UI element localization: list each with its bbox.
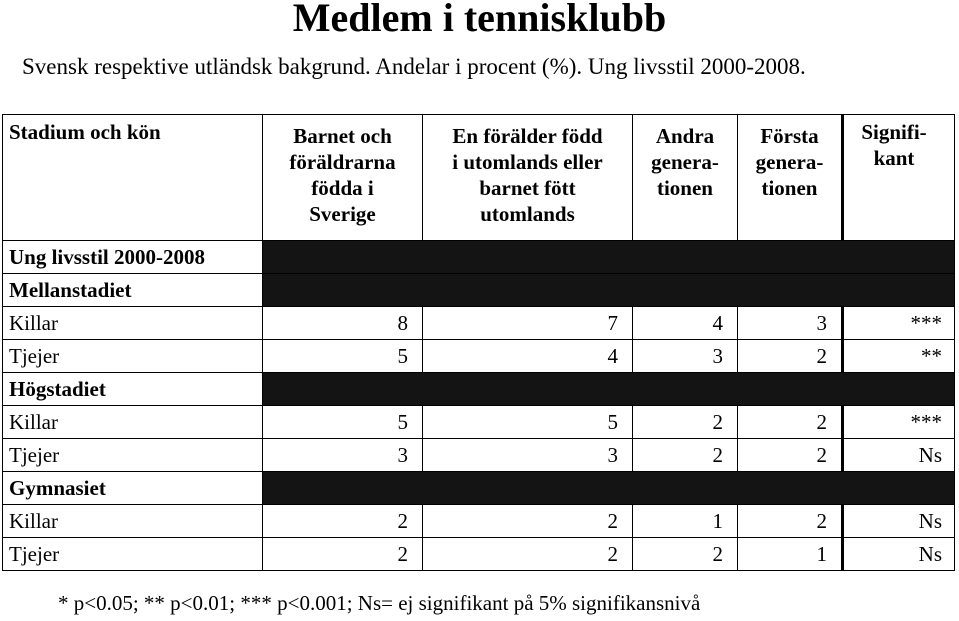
cell-one-parent-abroad: 5 bbox=[423, 406, 633, 439]
cell-sweden: 3 bbox=[263, 439, 423, 472]
table-row bbox=[3, 505, 955, 538]
cell-sweden: 2 bbox=[263, 538, 423, 571]
cell-significance: Ns bbox=[843, 505, 955, 538]
cell-one-parent-abroad: 2 bbox=[423, 538, 633, 571]
section-label: Högstadiet bbox=[3, 373, 263, 406]
table-row bbox=[3, 439, 955, 472]
header-second-generation: Andra genera- tionen bbox=[633, 115, 738, 241]
cell-second-generation: 2 bbox=[633, 406, 738, 439]
cell-second-generation: 2 bbox=[633, 538, 738, 571]
header-significant: Signifi- kant bbox=[843, 115, 955, 241]
membership-table bbox=[2, 114, 955, 571]
cell-significance: Ns bbox=[843, 439, 955, 472]
table-row bbox=[3, 538, 955, 571]
cell-one-parent-abroad: 7 bbox=[423, 307, 633, 340]
cell-sweden: 5 bbox=[263, 340, 423, 373]
header-first-generation: Första genera- tionen bbox=[738, 115, 843, 241]
header-one-parent-abroad: En förälder född i utomlands eller barnet fött utomlands bbox=[423, 115, 633, 241]
header-sweden: Barnet och föräldrarna födda i Sverige bbox=[263, 115, 423, 241]
row-label: Tjejer bbox=[3, 538, 263, 571]
cell-first-generation: 2 bbox=[738, 505, 843, 538]
section-label: Ung livsstil 2000-2008 bbox=[3, 241, 263, 274]
cell-sweden: 5 bbox=[263, 406, 423, 439]
section-row-hogstadiet bbox=[3, 373, 955, 406]
row-label: Killar bbox=[3, 307, 263, 340]
row-label: Killar bbox=[3, 406, 263, 439]
cell-second-generation: 1 bbox=[633, 505, 738, 538]
section-fill bbox=[263, 274, 955, 307]
cell-sweden: 8 bbox=[263, 307, 423, 340]
table-row bbox=[3, 307, 955, 340]
row-label: Tjejer bbox=[3, 340, 263, 373]
significance-footnote: * p<0.05; ** p<0.01; *** p<0.001; Ns= ej signifikant på 5% signifikansnivå bbox=[58, 591, 701, 615]
row-label: Tjejer bbox=[3, 439, 263, 472]
cell-first-generation: 2 bbox=[738, 406, 843, 439]
cell-first-generation: 2 bbox=[738, 439, 843, 472]
cell-first-generation: 2 bbox=[738, 340, 843, 373]
cell-one-parent-abroad: 3 bbox=[423, 439, 633, 472]
cell-significance: *** bbox=[843, 406, 955, 439]
cell-sweden: 2 bbox=[263, 505, 423, 538]
cell-first-generation: 1 bbox=[738, 538, 843, 571]
cell-significance: *** bbox=[843, 307, 955, 340]
section-row-ung-livsstil bbox=[3, 241, 955, 274]
section-fill bbox=[263, 241, 955, 274]
section-label: Gymnasiet bbox=[3, 472, 263, 505]
cell-second-generation: 4 bbox=[633, 307, 738, 340]
cell-second-generation: 2 bbox=[633, 439, 738, 472]
header-row bbox=[3, 115, 955, 241]
cell-significance: Ns bbox=[843, 538, 955, 571]
table-row bbox=[3, 406, 955, 439]
header-stadium: Stadium och kön bbox=[3, 115, 263, 241]
row-label: Killar bbox=[3, 505, 263, 538]
section-label: Mellanstadiet bbox=[3, 274, 263, 307]
cell-first-generation: 3 bbox=[738, 307, 843, 340]
cell-one-parent-abroad: 2 bbox=[423, 505, 633, 538]
table-row bbox=[3, 340, 955, 373]
section-row-gymnasiet bbox=[3, 472, 955, 505]
page-title: Medlem i tennisklubb bbox=[292, 0, 667, 40]
cell-second-generation: 3 bbox=[633, 340, 738, 373]
cell-significance: ** bbox=[843, 340, 955, 373]
section-row-mellanstadiet bbox=[3, 274, 955, 307]
page-subtitle: Svensk respektive utländsk bakgrund. Andelar i procent (%). Ung livsstil 2000-2008. bbox=[22, 54, 806, 79]
cell-one-parent-abroad: 4 bbox=[423, 340, 633, 373]
section-fill bbox=[263, 373, 955, 406]
section-fill bbox=[263, 472, 955, 505]
